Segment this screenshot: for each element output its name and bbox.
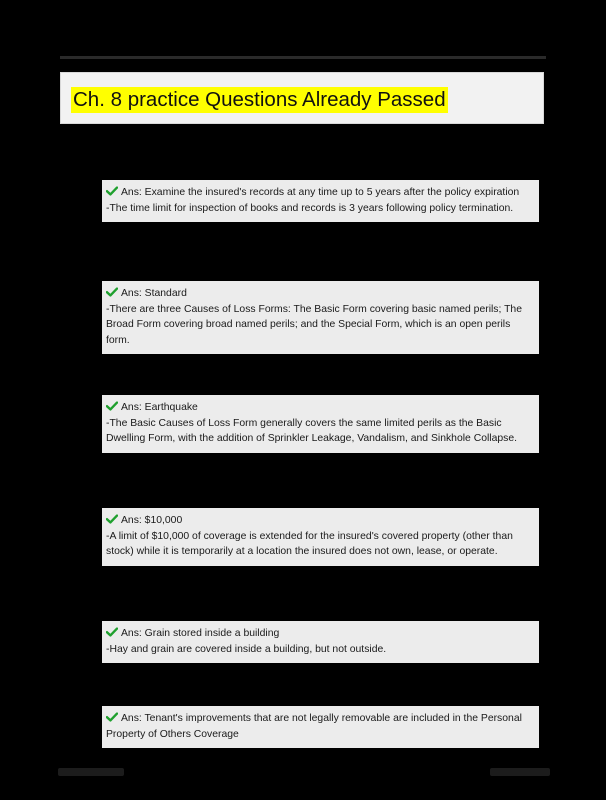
top-divider [60, 56, 546, 59]
answer-line [106, 626, 533, 642]
answer-card [102, 621, 539, 663]
check-icon [106, 186, 118, 196]
answer-card [102, 395, 539, 453]
explanation-text: -Hay and grain are covered inside a building, but not outside. [106, 643, 387, 655]
page-title: Ch. 8 practice Questions Already Passed [73, 88, 446, 111]
check-icon [106, 401, 118, 411]
answer-text: Ans: $10,000 [121, 515, 183, 526]
answer-card [102, 706, 539, 748]
check-icon [106, 287, 118, 297]
check-icon [106, 627, 118, 637]
footer-watermark-left [58, 768, 124, 776]
answer-card [102, 281, 539, 354]
answer-card [102, 508, 539, 566]
check-icon [106, 712, 118, 722]
answer-line [106, 513, 533, 529]
answer-text: Ans: Examine the insured's records at any time up to 5 years after the policy expiration [121, 187, 520, 198]
title-box [60, 72, 544, 124]
explanation-text: -The time limit for inspection of books and records is 3 years following policy termination. [106, 202, 514, 214]
explanation-text: -A limit of $10,000 of coverage is extended for the insured's covered property (other than stock) while it is temporarily at a location the insured does not own, lease, or operate. [106, 530, 513, 557]
footer-page-number [490, 768, 550, 776]
answer-line [106, 185, 533, 201]
answer-text: Ans: Standard [121, 288, 187, 299]
answer-line [106, 400, 533, 416]
answer-card [102, 180, 539, 222]
answer-line [106, 711, 533, 742]
answer-text: Ans: Earthquake [121, 402, 198, 413]
explanation-text: -The Basic Causes of Loss Form generally covers the same limited perils as the Basic Dwelling Form, with the addition of Sprinkler Leakage, Vandalism, and Sinkhole Collapse. [106, 417, 518, 444]
answer-line [106, 286, 533, 302]
check-icon [106, 514, 118, 524]
explanation-text: -There are three Causes of Loss Forms: The Basic Form covering basic named perils; The Broad Form covering broad named perils; and the Special Form, which is an open perils form. [106, 303, 522, 346]
answer-text: Ans: Tenant's improvements that are not legally removable are included in the Personal Property of Others Coverage [106, 713, 522, 740]
answer-text: Ans: Grain stored inside a building [121, 628, 280, 639]
